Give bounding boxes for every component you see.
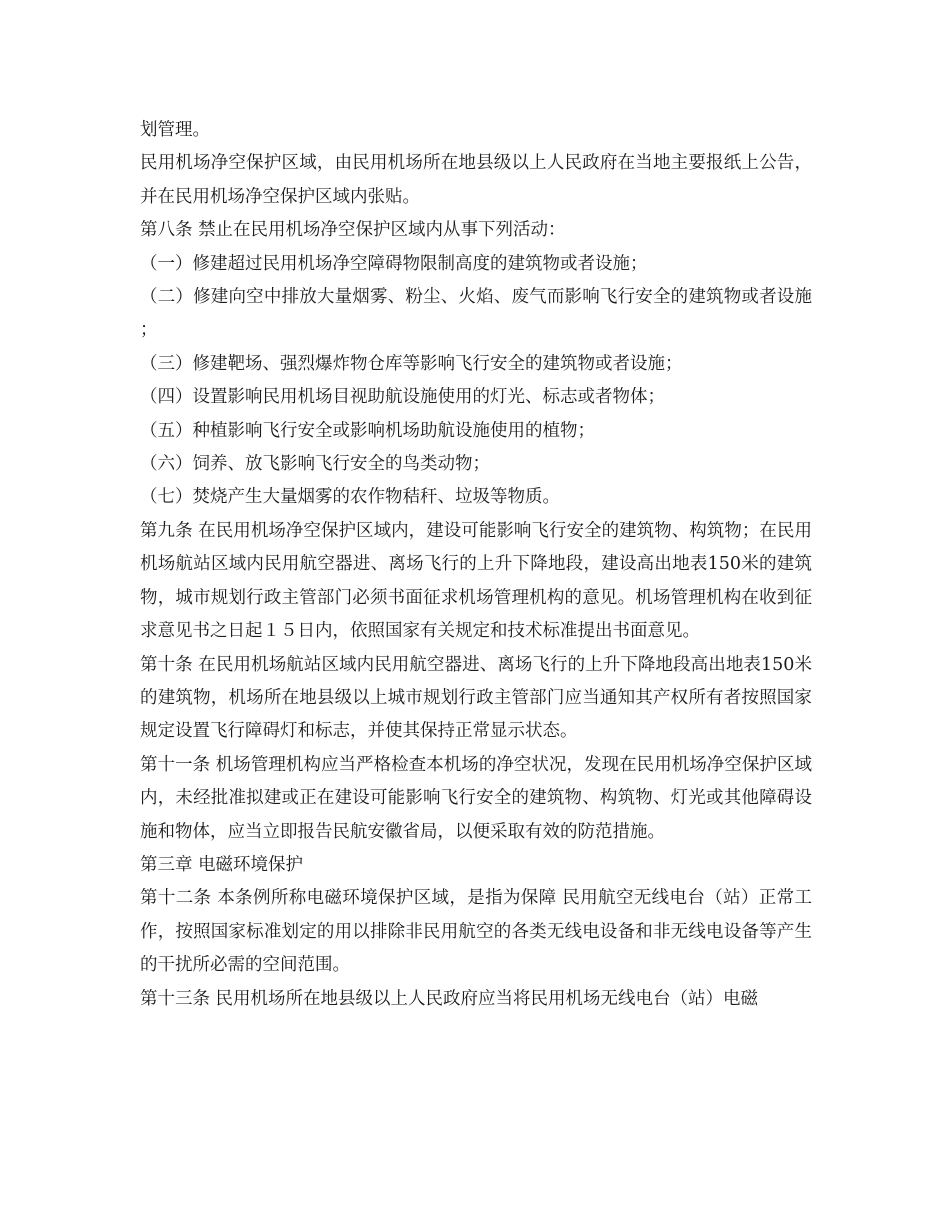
paragraph-clearance-zone-notice: 民用机场净空保护区域，由民用机场所在地县级以上人民政府在当地主要报纸上公告，并在民用机场净空保护区域内张贴。 bbox=[140, 153, 812, 207]
paragraph-continuation: 划管理。 bbox=[140, 120, 210, 140]
article-10: 第十条 在民用机场航站区域内民用航空器进、离场飞行的上升下降地段高出地表150米的建筑物，机场所在地县级以上城市规划行政主管部门应当通知其产权所有者按照国家规定设置飞行障碍灯和标志，并使其保持正常显示状态。 bbox=[140, 654, 812, 742]
article-8-item-4: （四）设置影响民用机场目视助航设施使用的灯光、标志或者物体； bbox=[140, 387, 665, 408]
article-13: 第十三条 民用机场所在地县级以上人民政府应当将民用机场无线电台（站）电磁 bbox=[140, 988, 759, 1009]
article-8-item-1: （一）修建超过民用机场净空障碍物限制高度的建筑物或者设施； bbox=[140, 253, 648, 274]
article-8-item-2: （二）修建向空中排放大量烟雾、粉尘、火焰、废气而影响飞行安全的建筑物或者设施； bbox=[140, 287, 812, 341]
article-8-item-5: （五）种植影响飞行安全或影响机场助航设施使用的植物； bbox=[140, 420, 595, 441]
article-12: 第十二条 本条例所称电磁环境保护区域，是指为保障 民用航空无线电台（站）正常工作，按照国家标准划定的用以排除非民用航空的各类无线电设备和非无线电设备等产生的干扰所必需的空间范围。 bbox=[140, 888, 812, 976]
article-8-item-6: （六）饲养、放飞影响飞行安全的鸟类动物； bbox=[140, 454, 490, 475]
article-8-item-7: （七）焚烧产生大量烟雾的农作物秸秆、垃圾等物质。 bbox=[140, 487, 560, 508]
article-11: 第十一条 机场管理机构应当严格检查本机场的净空状况，发现在民用机场净空保护区域内，未经批准拟建或正在建设可能影响飞行安全的建筑物、构筑物、灯光或其他障碍设施和物体，应当立即报告民航安徽省局，以便采取有效的防范措施。 bbox=[140, 754, 812, 842]
article-8-item-3: （三）修建靶场、强烈爆炸物仓库等影响飞行安全的建筑物或者设施； bbox=[140, 353, 683, 374]
article-8-heading: 第八条 禁止在民用机场净空保护区域内从事下列活动： bbox=[140, 220, 566, 241]
article-9: 第九条 在民用机场净空保护区域内，建设可能影响飞行安全的建筑物、构筑物；在民用机场航站区域内民用航空器进、离场飞行的上升下降地段，建设高出地表150米的建筑物，城市规划行政主管部门必须书面征求机场管理机构的意见。机场管理机构在收到征求意见书之日起１５日内，依照国家有关规定和技术标准提出书面意见。 bbox=[140, 520, 812, 642]
chapter-3-heading: 第三章 电磁环境保护 bbox=[140, 854, 304, 875]
document-body bbox=[140, 114, 812, 1016]
